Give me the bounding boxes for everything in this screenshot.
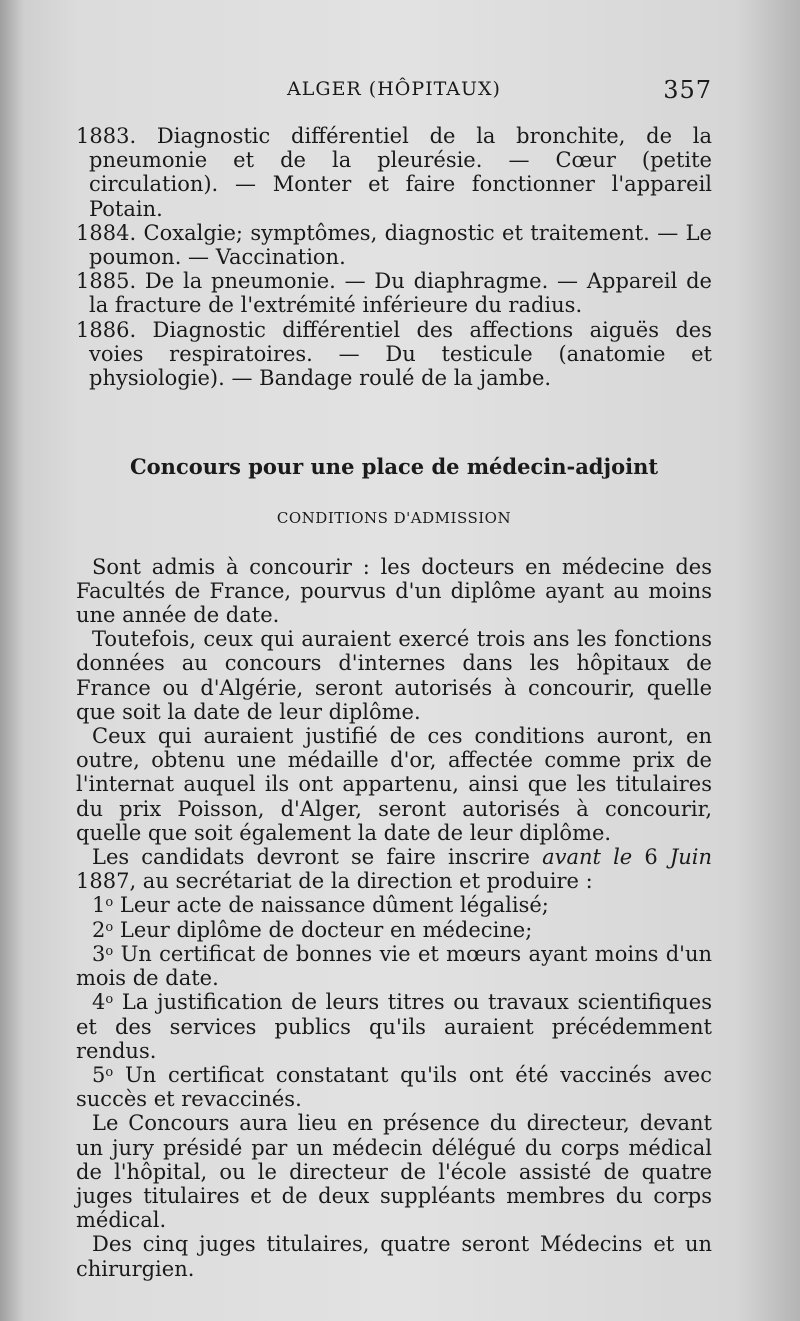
paragraph-judges: Des cinq juges titulaires, quatre seront Médecins et un chirurgien.: [76, 1232, 712, 1281]
entry-year: 1885.: [76, 269, 137, 294]
item-text: Leur acte de naissance dûment légalisé;: [113, 893, 549, 918]
item-text: Leur diplôme de docteur en médecine;: [113, 917, 533, 942]
item-number: 1: [92, 893, 106, 918]
item-number: 4: [92, 990, 106, 1015]
item-number: 2: [92, 917, 106, 942]
running-head: ALGER (HÔPITAUX): [287, 78, 501, 100]
entry-year: 1886.: [76, 317, 137, 342]
exam-entry-1884: [76, 221, 712, 269]
exam-entry-1883: [76, 124, 712, 221]
item-ordinal: o: [105, 1064, 114, 1080]
item-ordinal: o: [105, 919, 114, 935]
item-ordinal: o: [105, 895, 114, 911]
item-number: 3: [92, 941, 106, 966]
paragraph-exception: Toutefois, ceux qui auraient exercé trois ans les fonctions données au concours d'internes dans les hôpitaux de France ou d'Algérie, seront autorisés à concourir, quelle que soit la date de leur diplôme.: [76, 627, 712, 724]
registration-day: 6: [632, 845, 670, 870]
document-item-4: [76, 990, 712, 1063]
registration-text-end: 1887, au secrétariat de la direction et produire :: [76, 869, 593, 894]
exam-entry-1885: [76, 269, 712, 317]
item-number: 5: [92, 1062, 106, 1087]
document-item-5: [76, 1063, 712, 1111]
paragraph-registration: [76, 845, 712, 893]
entry-year: 1884.: [76, 220, 137, 245]
entry-text: Diagnostic différentiel des affections aiguës des voies respiratoires. — Du testicule (anatomie et physiologie). — Bandage roulé de la jambe.: [89, 317, 713, 391]
section-subtitle: CONDITIONS D'ADMISSION: [276, 509, 512, 528]
document-item-1: [76, 893, 712, 917]
page-content: [76, 124, 712, 1281]
item-text: Un certificat de bonnes vie et mœurs ayant moins d'un mois de date.: [76, 941, 712, 991]
section-title: Concours pour une place de médecin-adjoint: [129, 454, 659, 480]
item-text: Un certificat constatant qu'ils ont été vaccinés avec succès et revaccinés.: [76, 1062, 712, 1112]
paragraph-admission: Sont admis à concourir : les docteurs en médecine des Facultés de France, pourvus d'un diplôme ayant au moins une année de date.: [76, 554, 712, 628]
entry-text: Diagnostic différentiel de la bronchite, de la pneumonie et de la pleurésie. — Cœur (petite circulation). — Monter et faire fonctionner l'appareil Potain.: [89, 124, 712, 221]
item-ordinal: o: [105, 992, 114, 1008]
exam-entry-1886: [76, 318, 712, 391]
entry-year: 1883.: [76, 124, 137, 148]
entry-text: De la pneumonie. — Du diaphragme. — Appareil de la fracture de l'extrémité inférieure du radius.: [89, 269, 712, 318]
page-number: 357: [663, 76, 712, 104]
document-item-3: [76, 942, 712, 990]
registration-text: Les candidats devront se faire inscrire: [92, 845, 543, 870]
paragraph-jury: Le Concours aura lieu en présence du directeur, devant un jury présidé par un médecin délégué du corps médical de l'hôpital, ou le directeur de l'école assisté de quatre juges titulaires et de deux suppléants membres du corps médical.: [76, 1111, 712, 1233]
document-item-2: [76, 918, 712, 942]
page-header: [76, 72, 712, 112]
paragraph-medal: Ceux qui auraient justifié de ces conditions auront, en outre, obtenu une médaille d'or, affectée comme prix de l'internat auquel ils ont appartenu, ainsi que les titulaires du prix Poisson, d'Alger, seront autorisés à concourir, quelle que soit également la date de leur diplôme.: [76, 724, 712, 845]
item-text: La justification de leurs titres ou travaux scientifiques et des services publics qu'ils auraient précédemment rendus.: [76, 990, 712, 1063]
registration-italic-month: Juin: [669, 845, 713, 870]
item-ordinal: o: [105, 943, 114, 959]
entry-text: Coxalgie; symptômes, diagnostic et traitement. — Le poumon. — Vaccination.: [89, 220, 712, 270]
registration-italic-before: avant le: [542, 845, 633, 870]
